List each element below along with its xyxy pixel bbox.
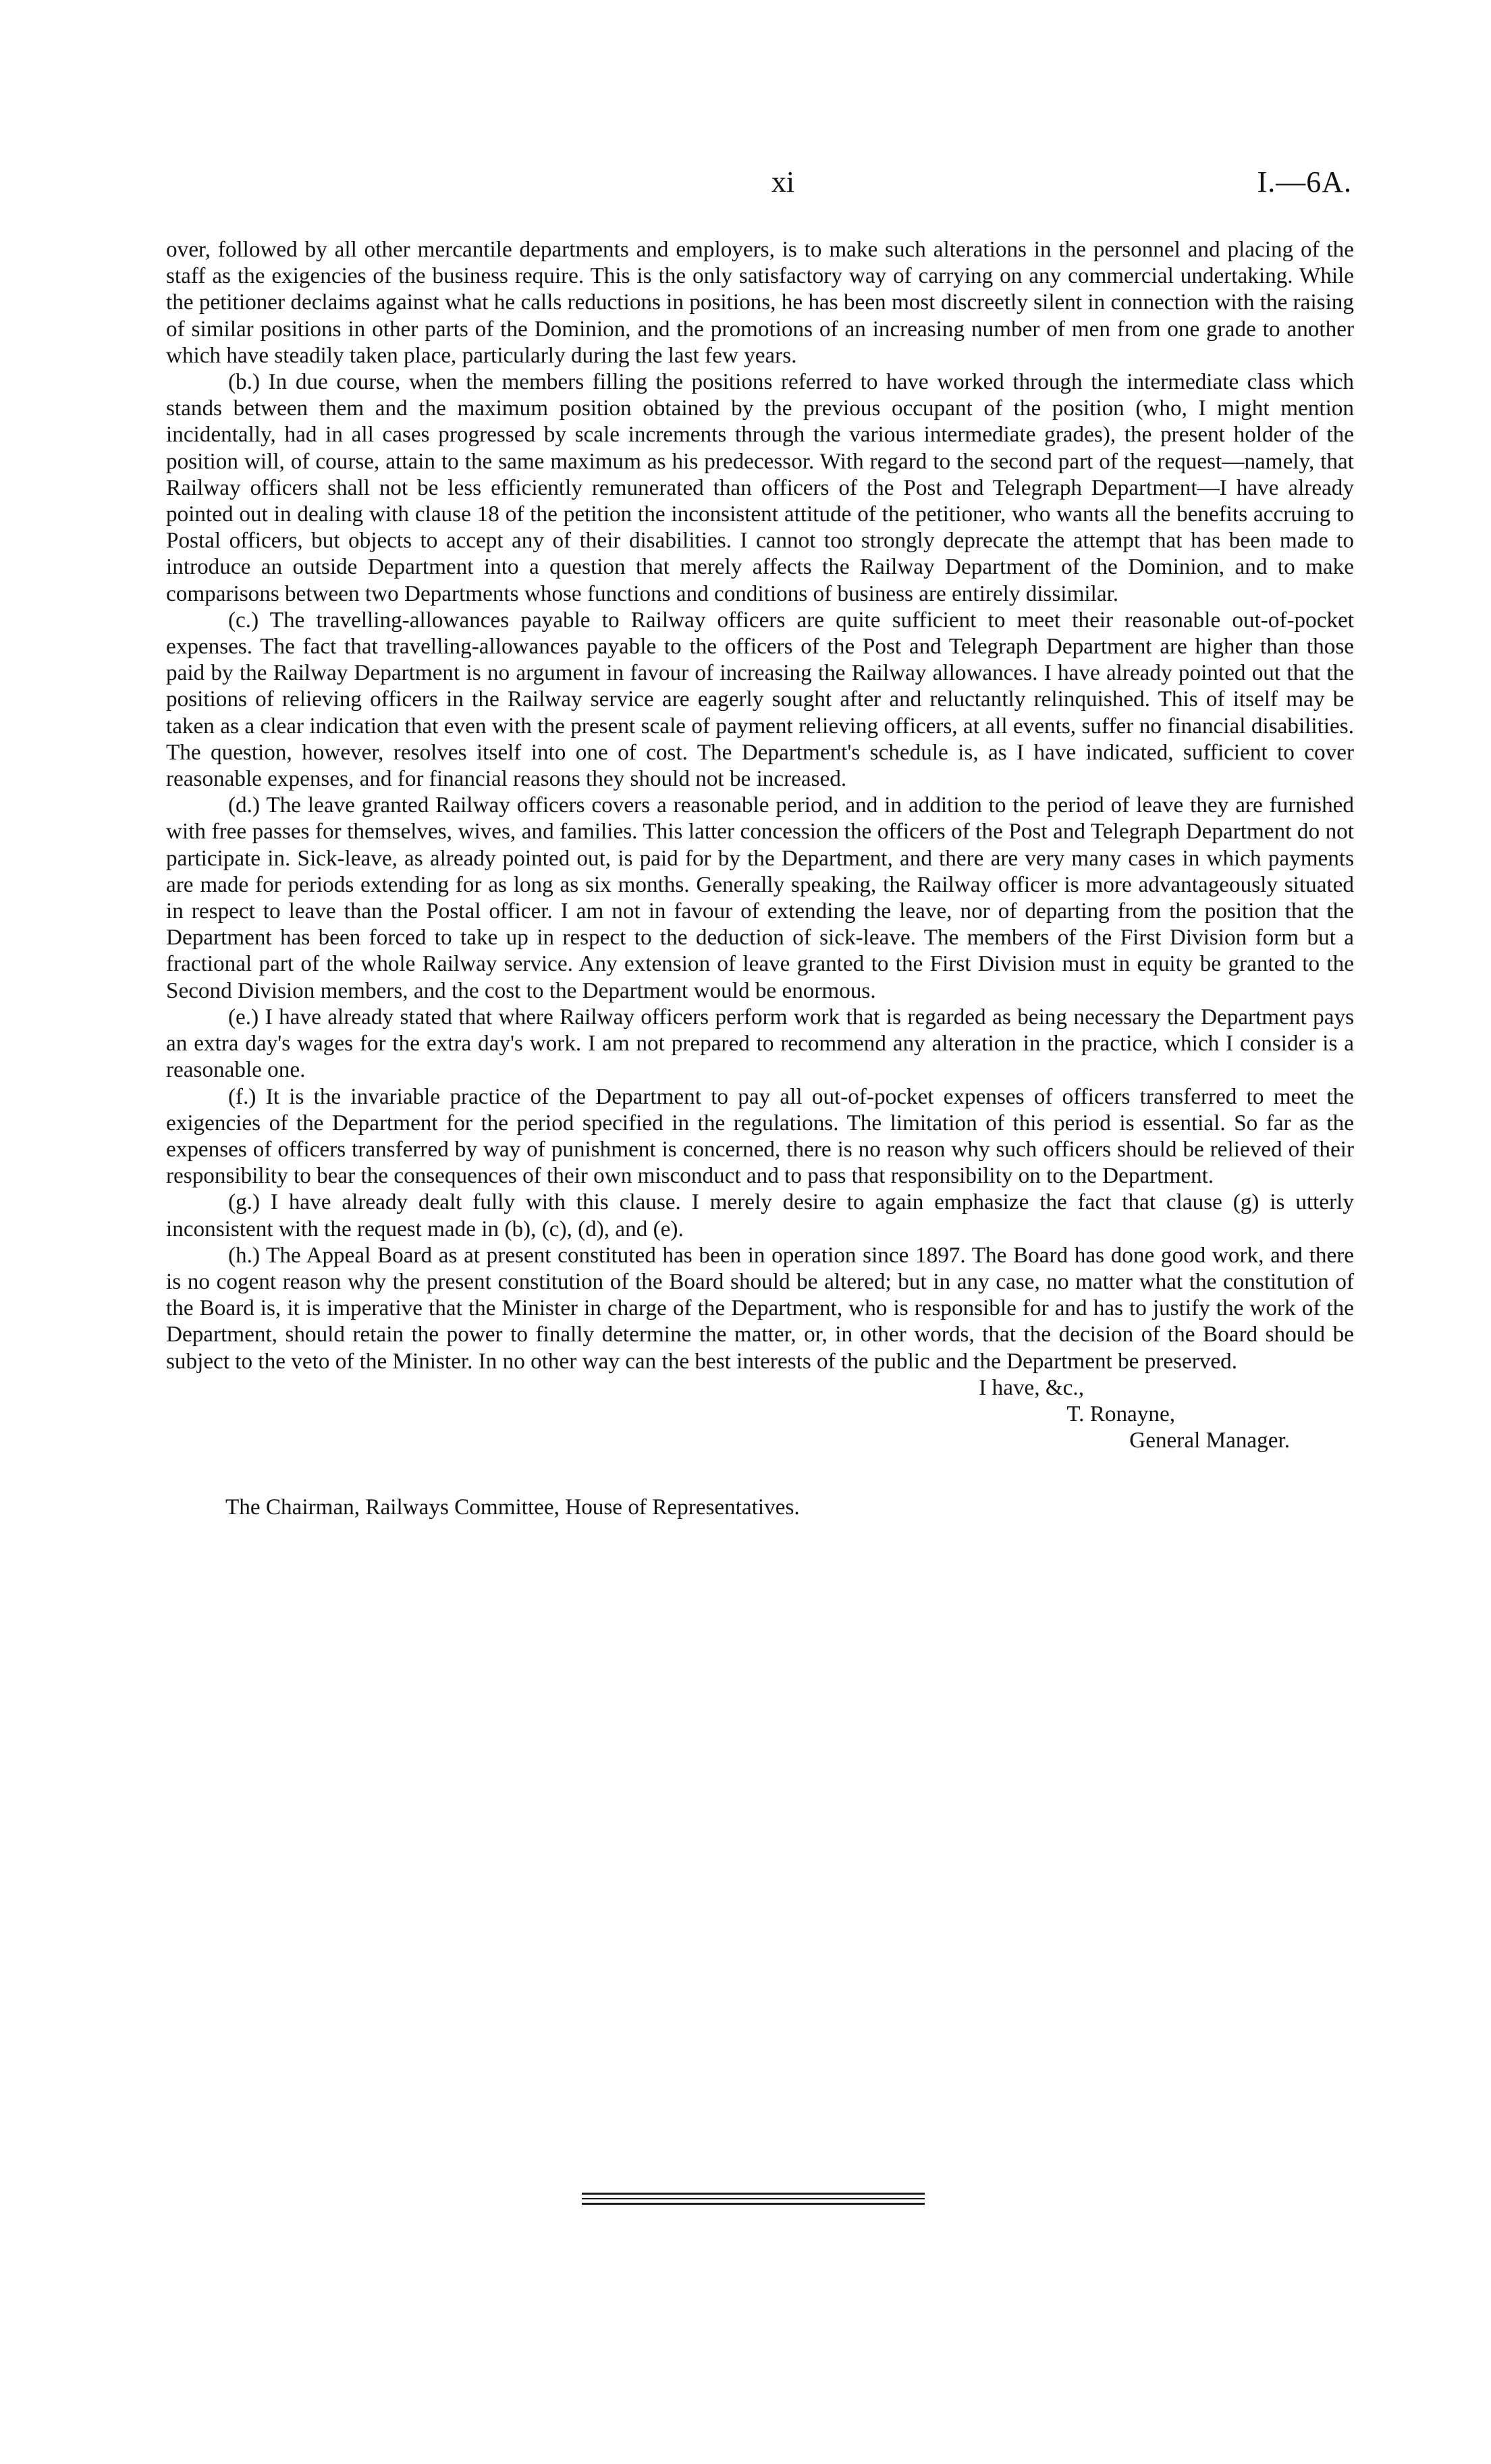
end-rule [582,2193,925,2208]
divider-line [582,2198,925,2199]
divider-line [582,2193,925,2195]
paragraph-b: (b.) In due course, when the members filling the positions referred to have worked through the intermediate class which stands between them and the maximum position obtained by the previous occupant of the position (who, I might mention incidentally, had in all cases progressed by scale increments through the various intermediate grades), the present holder of the position will, of course, attain to the same maximum as his predecessor. With regard to the second part of the request—namely, that Railway officers shall not be less efficiently remunerated than officers of the Post and Telegraph Department—I have already pointed out in dealing with clause 18 of the petition the inconsistent attitude of the petitioner, who wants all the benefits accruing to Postal officers, but objects to accept any of their disabilities. I cannot too strongly deprecate the attempt that has been made to introduce an outside Department into a question that merely affects the Railway Department of the Dominion, and to make comparisons between two Departments whose functions and conditions of business are entirely dissimilar. [166,369,1354,606]
signatory-title: General Manager. [1129,1428,1290,1453]
paragraph-g: (g.) I have already dealt fully with this clause. I merely desire to again emphasize the fact that clause (g) is utterly inconsistent with the request made in (b), (c), (d), and (e). [166,1189,1354,1241]
divider-line [582,2203,925,2205]
signatory-name: T. Ronayne, [1066,1401,1175,1426]
paragraph-continuation: over, followed by all other mercantile departments and employers, is to make such alterations in the personnel and placing of the staff as the exigencies of the business require. This is the only satisfactory way of carrying on any commercial undertaking. While the petitioner declaims against what he calls reductions in positions, he has been most discreetly silent in connection with the raising of similar positions in other parts of the Dominion, and the promotions of an increasing number of men from one grade to another which have steadily taken place, particularly during the last few years. [166,237,1354,368]
paragraph-f: (f.) It is the invariable practice of the Department to pay all out-of-pocket expenses of officers transferred to meet the exigencies of the Department for the period specified in the regulations. The limitation of this period is essential. So far as the expenses of officers transferred by way of punishment is concerned, there is no reason why such officers should be relieved of their responsibility to bear the consequences of their own misconduct and to pass that responsibility on to the Department. [166,1083,1354,1189]
document-reference: I.—6A. [1257,165,1352,198]
paragraph-d: (d.) The leave granted Railway officers covers a reasonable period, and in addition to the period of leave they are furnished with free passes for themselves, wives, and families. This latter concession the officers of the Post and Telegraph Department do not participate in. Sick-leave, as already pointed out, is paid for by the Department, and there are very many cases in which payments are made for periods extending for as long as six months. Generally speaking, the Railway officer is more advantageously situated in respect to leave than the Postal officer. I am not in favour of extending the leave, nor of departing from the position that the Department has been forced to take up in respect to the deduction of sick-leave. The members of the First Division form but a fractional part of the whole Railway service. Any extension of leave granted to the First Division must in equity be granted to the Second Division members, and the cost to the Department would be enormous. [166,793,1354,1003]
page-number: xi [771,165,795,198]
closing-salutation: I have, &c., [979,1374,1084,1400]
paragraph-e: (e.) I have already stated that where Railway officers perform work that is regarded as being necessary the Department pays an extra day's wages for the extra day's work. I am not prepared to recommend any alteration in the practice, which I consider is a reasonable one. [166,1004,1354,1083]
document-body [166,236,1354,1521]
paragraph-h: (h.) The Appeal Board as at present constituted has been in operation since 1897. The Board has done good work, and there is no cogent reason why the present constitution of the Board should be altered; but in any case, no matter what the constitution of the Board is, it is imperative that the Minister in charge of the Department, who is responsible for and has to justify the work of the Department, should retain the power to finally determine the matter, or, in other words, that the decision of the Board should be subject to the veto of the Minister. In no other way can the best interests of the public and the Department be preserved. [166,1242,1354,1374]
addressee: The Chairman, Railways Committee, House of Representatives. [225,1495,800,1520]
paragraph-c: (c.) The travelling-allowances payable to Railway officers are quite sufficient to meet their reasonable out-of-pocket expenses. The fact that travelling-allowances payable to the officers of the Post and Telegraph Department are higher than those paid by the Railway Department is no argument in favour of increasing the Railway allowances. I have already pointed out that the positions of relieving officers in the Railway service are eagerly sought after and reluctantly relinquished. This of itself may be taken as a clear indication that even with the present scale of payment relieving officers, at all events, suffer no financial disabilities. The question, however, resolves itself into one of cost. The Department's schedule is, as I have indicated, sufficient to cover reasonable expenses, and for financial reasons they should not be increased. [166,607,1354,792]
